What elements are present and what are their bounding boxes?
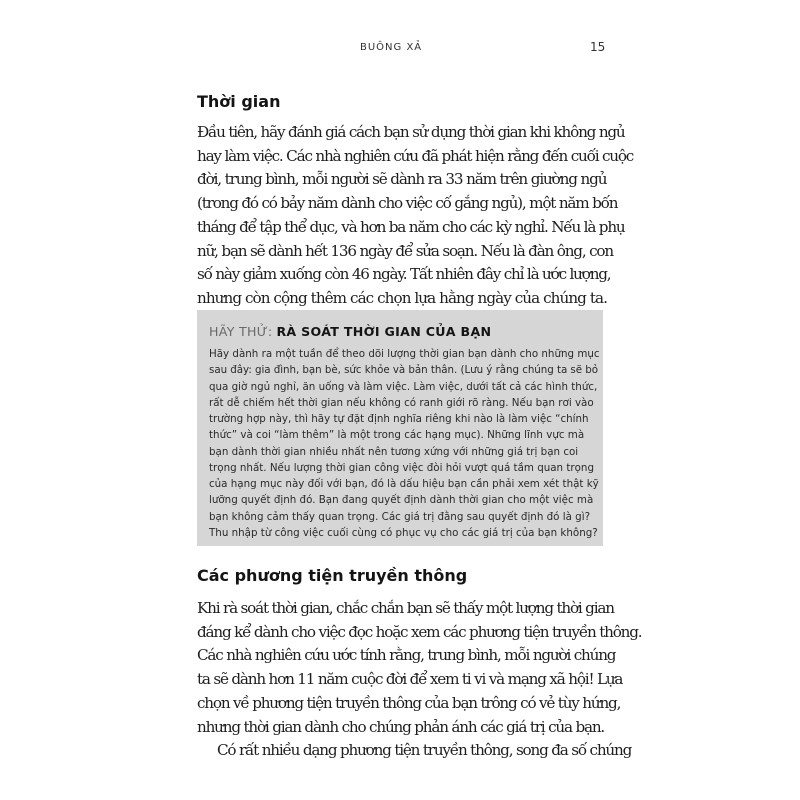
running-head xyxy=(0,42,800,62)
text-line: Các nhà nghiên cứu ước tính rằng, trung bình, mỗi người chúng xyxy=(197,646,616,665)
sidebar-body xyxy=(209,346,601,541)
sidebar-text-line: rất dễ chiếm hết thời gian nếu không có ranh giới rõ ràng. Nếu bạn rơi vào xyxy=(209,396,594,409)
page-number: 15 xyxy=(590,40,606,54)
section-time-paragraph xyxy=(197,121,634,311)
text-line: số này giảm xuống còn 46 ngày. Tất nhiên đây chỉ là ước lượng, xyxy=(197,265,611,284)
section-heading-media: Các phương tiện truyền thông xyxy=(197,566,468,585)
sidebar-title xyxy=(209,324,491,339)
section-heading-time: Thời gian xyxy=(197,92,281,111)
text-line: hay làm việc. Các nhà nghiên cứu đã phát hiện rằng đến cuối cuộc xyxy=(197,146,634,165)
sidebar-text-line: bạn không cảm thấy quan trọng. Các giá trị đằng sau quyết định đó là gì? xyxy=(209,510,591,523)
sidebar-text-line: qua giờ ngủ nghỉ, ăn uống và làm việc. Làm việc, dưới tất cả các hình thức, xyxy=(209,380,598,393)
sidebar-text-line: trọng nhất. Nếu lượng thời gian công việc đòi hỏi vượt quá tầm quan trọng xyxy=(209,461,594,474)
text-line: ta sẽ dành hơn 11 năm cuộc đời để xem ti vi và mạng xã hội! Lựa xyxy=(197,670,623,689)
try-it-sidebar xyxy=(197,310,603,546)
text-line: (trong đó có bảy năm dành cho việc cố gắng ngủ), một năm bốn xyxy=(197,194,618,213)
text-line: chọn về phương tiện truyền thông của bạn trông có vẻ tùy hứng, xyxy=(197,693,621,712)
sidebar-text-line: Thu nhập từ công việc cuối cùng có phục vụ cho các giá trị của bạn không? xyxy=(209,526,598,539)
sidebar-text-line: Hãy dành ra một tuần để theo dõi lượng thời gian bạn dành cho những mục xyxy=(209,348,600,360)
text-line: Đầu tiên, hãy đánh giá cách bạn sử dụng thời gian khi không ngủ xyxy=(197,123,625,141)
text-line: nữ, bạn sẽ dành hết 136 ngày để sửa soạn. Nếu là đàn ông, con xyxy=(197,241,613,260)
sidebar-text-line: thức” và coi “làm thêm” là một trong các hạng mục). Những lĩnh vực mà xyxy=(209,429,585,442)
section-media-paragraph xyxy=(197,597,642,763)
sidebar-text-line: lưỡng quyết định đó. Bạn đang quyết định dành thời gian cho một việc mà xyxy=(209,494,594,507)
sidebar-headline: RÀ SOÁT THỜI GIAN CỦA BẠN xyxy=(276,324,492,339)
sidebar-text-line: bạn dành thời gian nhiều nhất nên tương xứng với những giá trị bạn coi xyxy=(209,445,579,458)
text-line: đáng kể dành cho việc đọc hoặc xem các phương tiện truyền thông. xyxy=(197,622,642,641)
text-line: Khi rà soát thời gian, chắc chắn bạn sẽ thấy một lượng thời gian xyxy=(197,599,614,617)
text-line: nhưng thời gian dành cho chúng phản ánh các giá trị của bạn. xyxy=(197,717,605,736)
text-line: tháng để tập thể dục, và hơn ba năm cho các kỳ nghỉ. Nếu là phụ xyxy=(197,217,625,236)
running-title: BUÔNG XẢ xyxy=(360,42,423,53)
sidebar-text-line: trường hợp này, thì hãy tự đặt định nghĩa riêng khi nào là làm việc “chính xyxy=(209,413,589,425)
sidebar-text-line: sau đây: gia đình, bạn bè, sức khỏe và bản thân. (Lưu ý rằng chúng ta sẽ bỏ xyxy=(209,364,598,377)
text-line: đời, trung bình, mỗi người sẽ dành ra 33 năm trên giường ngủ xyxy=(197,170,607,189)
sidebar-kicker: HÃY THỬ: xyxy=(209,324,273,339)
sidebar-text-line: của hạng mục này đối với bạn, đó là dấu hiệu bạn cần phải xem xét thật kỹ xyxy=(209,478,599,490)
text-line: nhưng còn cộng thêm các chọn lựa hằng ngày của chúng ta. xyxy=(197,288,607,307)
text-line-indented: Có rất nhiều dạng phương tiện truyền thông, song đa số chúng xyxy=(217,741,632,760)
